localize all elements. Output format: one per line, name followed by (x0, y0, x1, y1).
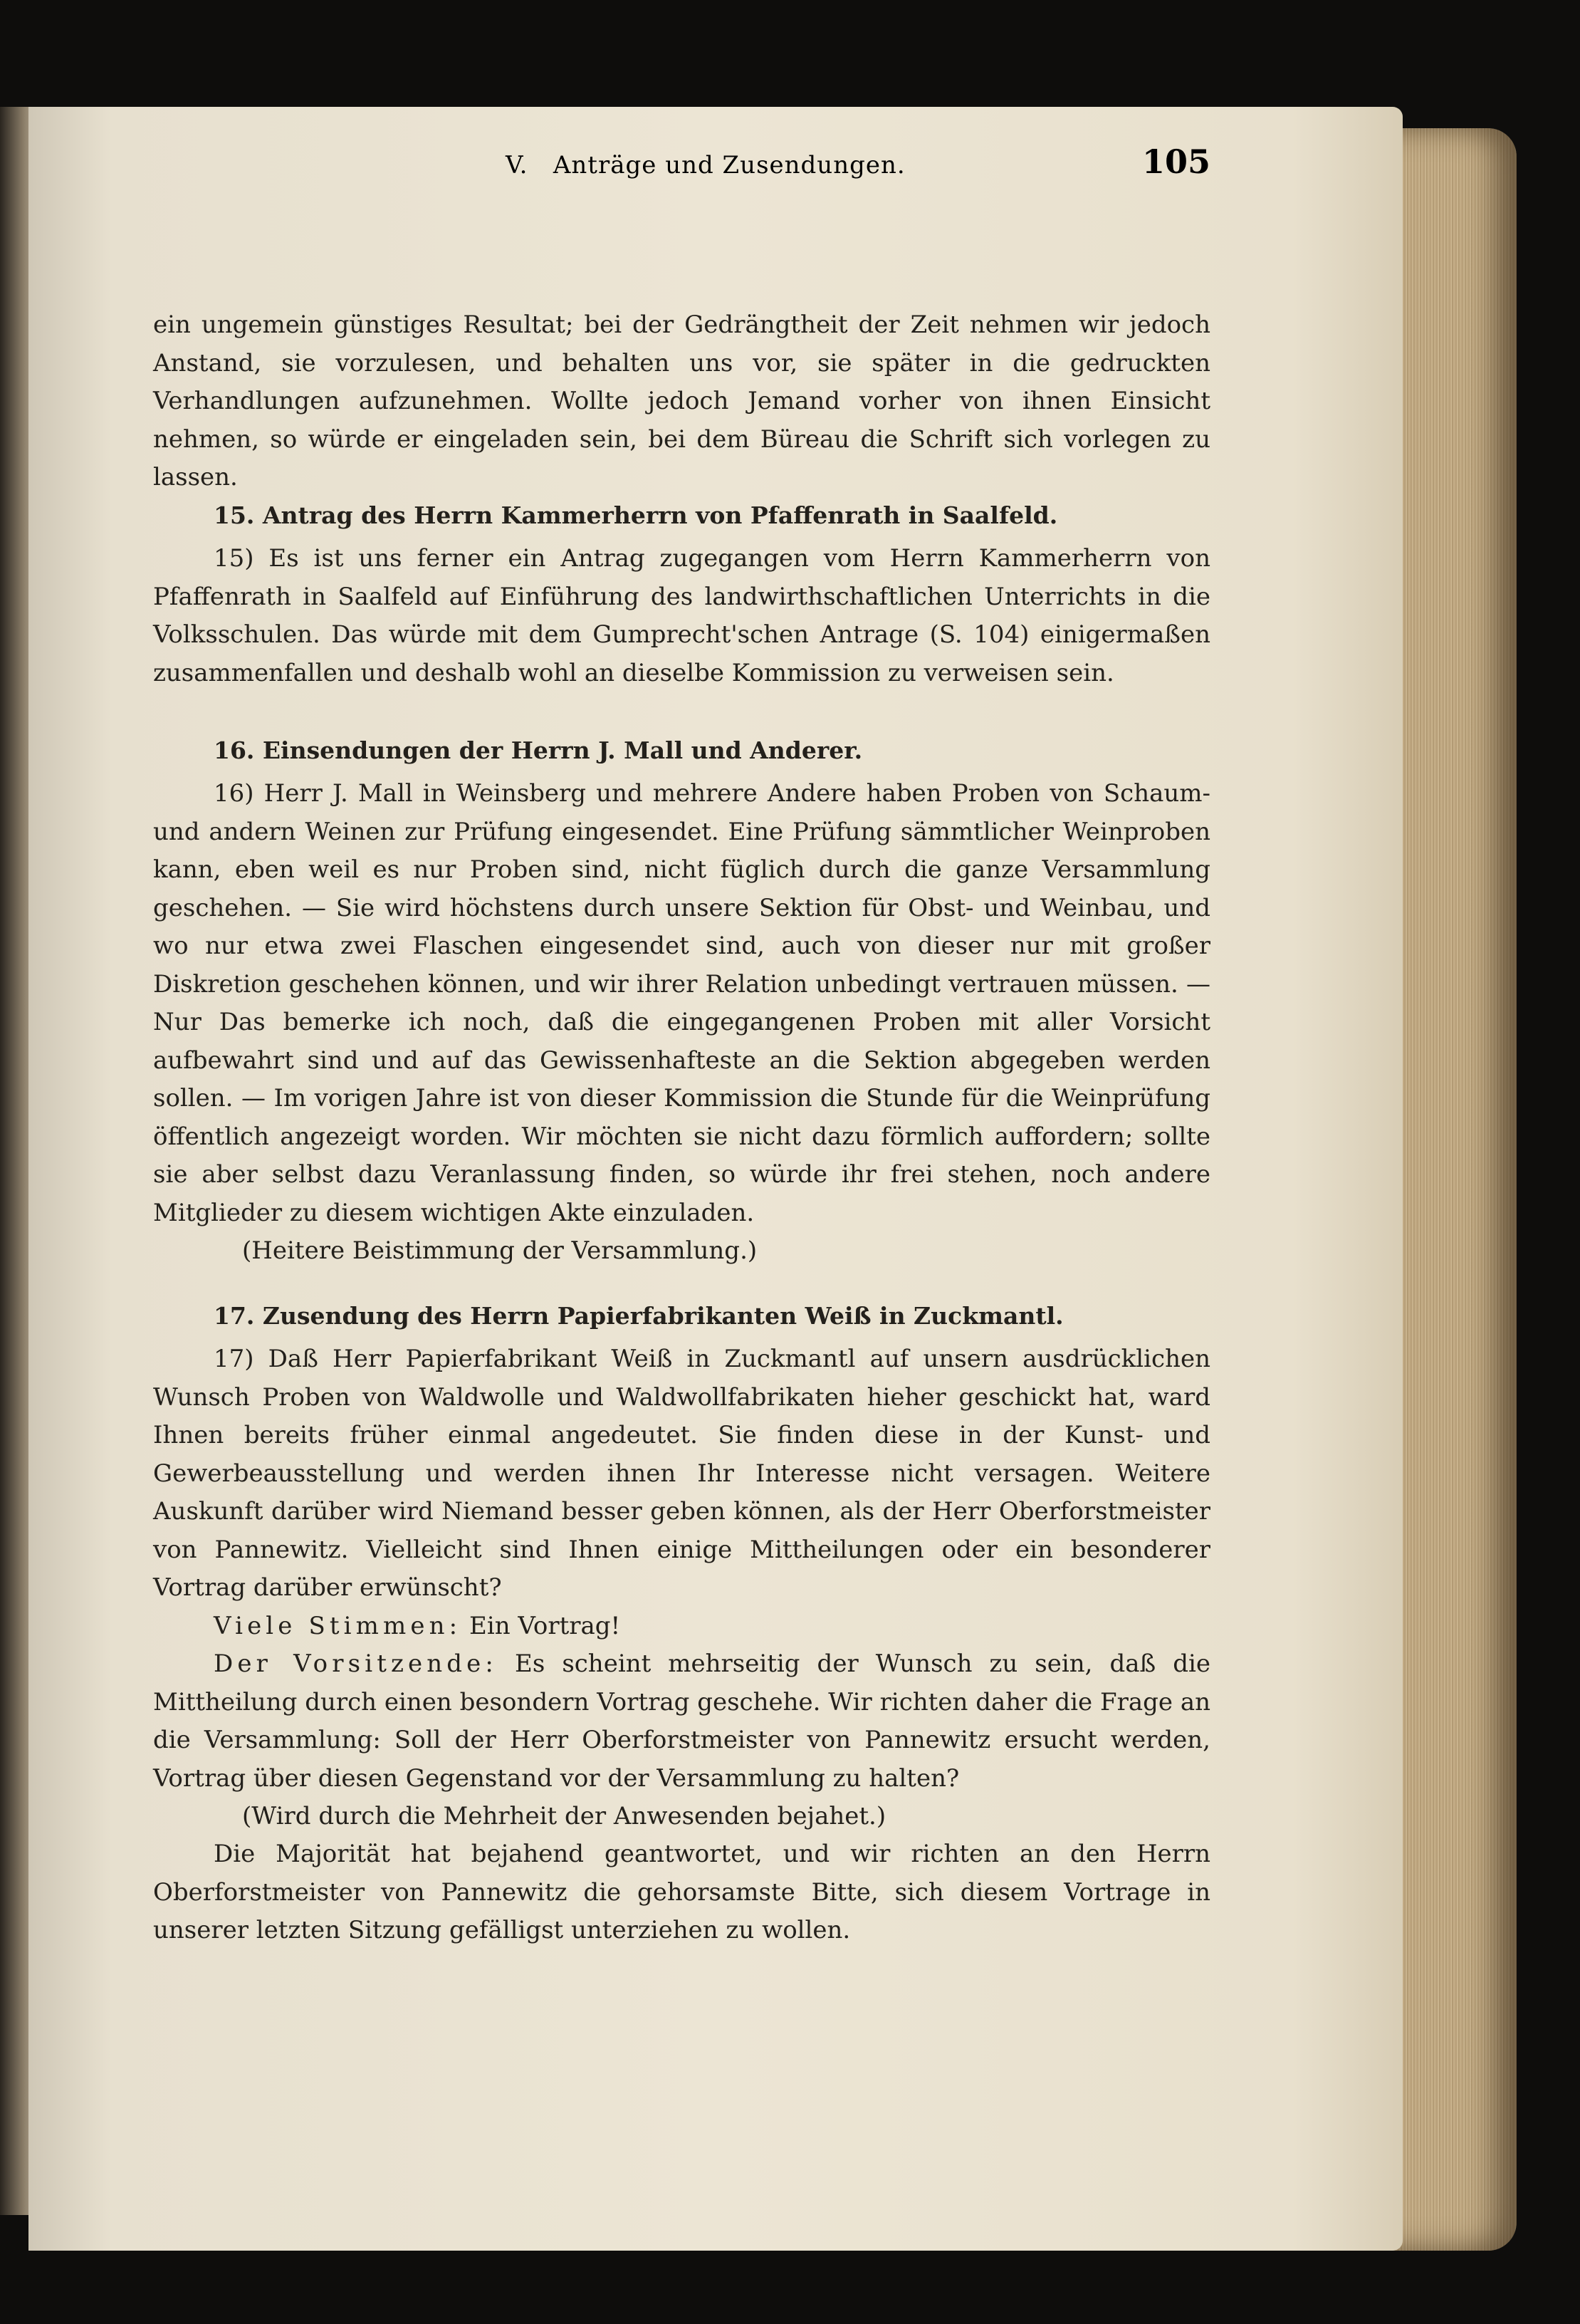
running-head (153, 142, 1210, 185)
speaker-voices: Viele Stimmen: (214, 1611, 462, 1640)
speech-chair-text: Es scheint mehrseitig der Wunsch zu sein, daß die Mittheilung durch einen besondern Vortrag geschehe. Wir richten daher die Frage an die Versammlung: Soll der Herr Oberforstmeister von Pannewitz ersucht werden, Vortrag über diesen Gegenstand vor der Versammlung zu halten? (153, 1650, 1211, 1793)
main-text (153, 306, 1210, 497)
section-16 (153, 731, 1210, 1270)
chapter-title: Anträge und Zusendungen. (553, 151, 906, 179)
section-heading-15: 15. Antrag des Herrn Kammerherrn von Pfaffenrath in Saalfeld. (214, 501, 1058, 529)
section-15 (153, 496, 1210, 692)
speech-chair (153, 1645, 1210, 1798)
paragraph-17: 17) Daß Herr Papierfabrikant Weiß in Zuckmantl auf unsern ausdrücklichen Wunsch Proben von Waldwolle und Waldwollfabrikaten hieher geschickt hat, ward Ihnen bereits früher einmal angedeutet. Sie finden diese in der Kunst- und Gewerbeausstellung und werden ihnen Ihr Interesse nicht versagen. Weitere Auskunft darüber wird Niemand besser geben können, als der Herr Oberforstmeister von Pannewitz. Vielleicht sind Ihnen einige Mittheilungen oder ein besonderer Vortrag darüber erwünscht? (153, 1345, 1210, 1602)
section-heading-16: 16. Einsendungen der Herrn J. Mall und Anderer. (214, 736, 863, 764)
chapter-number: V. (506, 151, 528, 179)
speech-voices (153, 1607, 1210, 1646)
paragraph-16: 16) Herr J. Mall in Weinsberg und mehrere Andere haben Proben von Schaum- und andern Weinen zur Prüfung eingesendet. Eine Prüfung sämmtlicher Weinproben kann, eben weil es nur Proben sind, nicht füglich durch die ganze Versammlung geschehen. — Sie wird höchstens durch unsere Sektion für Obst- und Weinbau, und wo nur etwa zwei Flaschen eingesendet sind, auch von dieser nur mit großer Diskretion geschehen können, und wir ihrer Relation unbedingt vertrauen müssen. — Nur Das bemerke ich noch, daß die eingegangenen Proben mit aller Vorsicht aufbewahrt sind und auf das Gewissenhafteste an die Sektion abgegeben werden sollen. — Im vorigen Jahre ist von dieser Kommission die Stunde für die Weinprüfung öffentlich angezeigt worden. Wir möchten sie nicht dazu förmlich auffordern; sollte sie aber selbst dazu Veranlassung finden, so würde ihr frei stehen, noch andere Mitglieder zu diesem wichtigen Akte einzuladen. (153, 779, 1210, 1227)
section-heading-17: 17. Zusendung des Herrn Papierfabrikanten Weiß in Zuckmantl. (214, 1302, 1064, 1330)
paragraph-continued: ein ungemein günstiges Resultat; bei der Gedrängtheit der Zeit nehmen wir jedoch Anstand, sie vorzulesen, und behalten uns vor, sie später in die gedruckten Verhandlungen aufzunehmen. Wollte jedoch Jemand vorher von ihnen Einsicht nehmen, so würde er eingeladen sein, bei dem Büreau die Schrift sich vorlegen zu lassen. (153, 311, 1210, 491)
speech-voices-text: Ein Vortrag! (469, 1611, 621, 1640)
vote-result: (Wird durch die Mehrheit der Anwesenden bejahet.) (242, 1802, 886, 1830)
paragraph-final: Die Majorität hat bejahend geantwortet, und wir richten an den Herrn Oberforstmeister von Pannewitz die gehorsamste Bitte, sich diesem Vortrage in unserer letzten Sitzung gefälligst unterziehen zu wollen. (153, 1840, 1210, 1944)
paragraph-15: 15) Es ist uns ferner ein Antrag zugegangen vom Herrn Kammerherrn von Pfaffenrath in Saalfeld auf Einführung des landwirthschaftlichen Unterrichts in die Volksschulen. Das würde mit dem Gumprecht'schen Antrage (S. 104) einigermaßen zusammenfallen und deshalb wohl an dieselbe Kommission zu verweisen sein. (153, 544, 1210, 687)
audience-reaction: (Heitere Beistimmung der Versammlung.) (242, 1236, 758, 1265)
page-number: 105 (1141, 142, 1210, 181)
speaker-chair: Der Vorsitzende: (214, 1650, 498, 1678)
section-17 (153, 1297, 1210, 1950)
running-head-title (506, 151, 906, 179)
